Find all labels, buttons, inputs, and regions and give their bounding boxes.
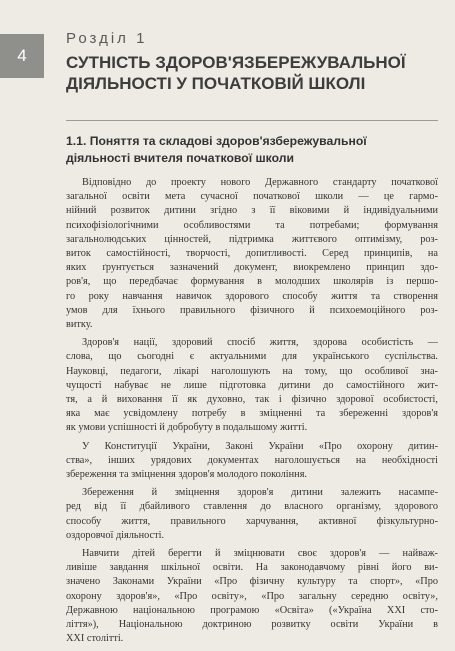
section-heading-line: 1.1. Поняття та складові здоров'язбережувальної xyxy=(66,134,367,148)
paragraph-line: Відповідно до проекту нового Державного стандарту початкової xyxy=(82,177,438,188)
chapter-title-line: ДІЯЛЬНОСТІ У ПОЧАТКОВІЙ ШКОЛІ xyxy=(66,74,366,93)
paragraph-line: умов для їхнього правильного фізичного й психоемоційного роз- xyxy=(66,304,438,316)
paragraph-line: Здоров'я нації, здоровий спосіб життя, здорова особистість — xyxy=(82,337,438,349)
paragraph xyxy=(66,176,438,332)
paragraph-line: значено Законами України «Про фізичну культуру та спорт», «Про xyxy=(66,576,438,588)
paragraph-line: Науковці, педагоги, лікарі наголошують на тому, що особливої зна- xyxy=(66,365,438,377)
paragraph-line: ліття»), Національною доктриною розвитку освіти України в xyxy=(66,619,438,631)
paragraph xyxy=(66,336,438,435)
paragraph xyxy=(66,486,438,543)
paragraph-line: як умови успішності й добробуту в подальшому житті. xyxy=(66,422,308,434)
chapter-title xyxy=(66,52,436,94)
body-text xyxy=(66,176,438,651)
section-label: Розділ 1 xyxy=(66,30,148,47)
paragraph-line: го року навчання навичок здорового способу життя та створення xyxy=(66,290,438,302)
paragraph-line: У Конституції України, Законі України «Про охорону дитин- xyxy=(82,440,438,452)
paragraph-line: Збереження й зміцнення здоров'я дитини залежить насампе- xyxy=(82,487,438,499)
paragraph-line: охорону здоров'я», «Про освіту», «Про загальну середню освіту», xyxy=(66,590,438,602)
paragraph-line: збереження та зміцнення здоров'я молодого покоління. xyxy=(66,469,308,481)
paragraph-line: ства», інших урядових документах наголошується на необхідності xyxy=(66,454,438,466)
paragraph-line: загальнолюдських цінностей, підтримка життєвого оптимізму, роз- xyxy=(66,233,438,245)
page-number: 4 xyxy=(17,46,27,65)
paragraph-line: Навчити дітей берегти й зміцнювати своє здоров'я — найваж- xyxy=(82,548,438,560)
paragraph-line: яка має усвідомлену потребу в зміцненні та збереженні здоров'я xyxy=(66,408,438,420)
paragraph-line: нійний розвиток дитини згідно з її віковими й індивідуальними xyxy=(66,205,438,217)
paragraph-line: загальної освіти мета сучасної початкової школи — це гармо- xyxy=(66,191,438,203)
paragraph-line: способу життя, правильного харчування, активної фізкультурно- xyxy=(66,515,438,527)
paragraph-line: ливіше завдання шкільної освіти. На законодавчому рівні його ви- xyxy=(66,562,438,574)
paragraph-line: слова, що сьогодні є актуальними для українського суспільства. xyxy=(66,351,438,363)
paragraph-line: чущості набуває не лише підготовка дитини до самостійного жит- xyxy=(66,379,438,391)
section-heading-line: діяльності вчителя початкової школи xyxy=(66,151,294,165)
page-number-tab xyxy=(0,34,44,78)
paragraph-line: виток самостійності, творчості, допитливості. Серед принципів, на xyxy=(66,248,438,260)
paragraph-line: яких ґрунтується зазначений документ, виокремлено принцип здо- xyxy=(66,262,438,274)
paragraph-line: витку. xyxy=(66,319,93,331)
paragraph xyxy=(66,547,438,646)
chapter-title-line: СУТНІСТЬ ЗДОРОВ'ЯЗБЕРЕЖУВАЛЬНОЇ xyxy=(66,53,406,72)
section-heading xyxy=(66,133,436,167)
paragraph-line: Державною національною програмою «Освіта» («Україна XXI сто- xyxy=(66,604,438,616)
paragraph xyxy=(66,440,438,483)
paragraph-line: XXI столітті. xyxy=(66,633,124,645)
paragraph-line: тя, а й виховання її як духовно, так і фізично здорової особистості, xyxy=(66,394,438,406)
paragraph-line: ров'я, що передбачає формування в молодших школярів із першо- xyxy=(66,276,438,288)
paragraph-line: психофізіологічними особливостями та потребами; формування xyxy=(66,219,438,231)
title-divider xyxy=(66,120,438,121)
paragraph-line: ред від її дбайливого ставлення до власного організму, здорового xyxy=(66,501,438,513)
paragraph-line: оздоровчої діяльності. xyxy=(66,529,165,541)
